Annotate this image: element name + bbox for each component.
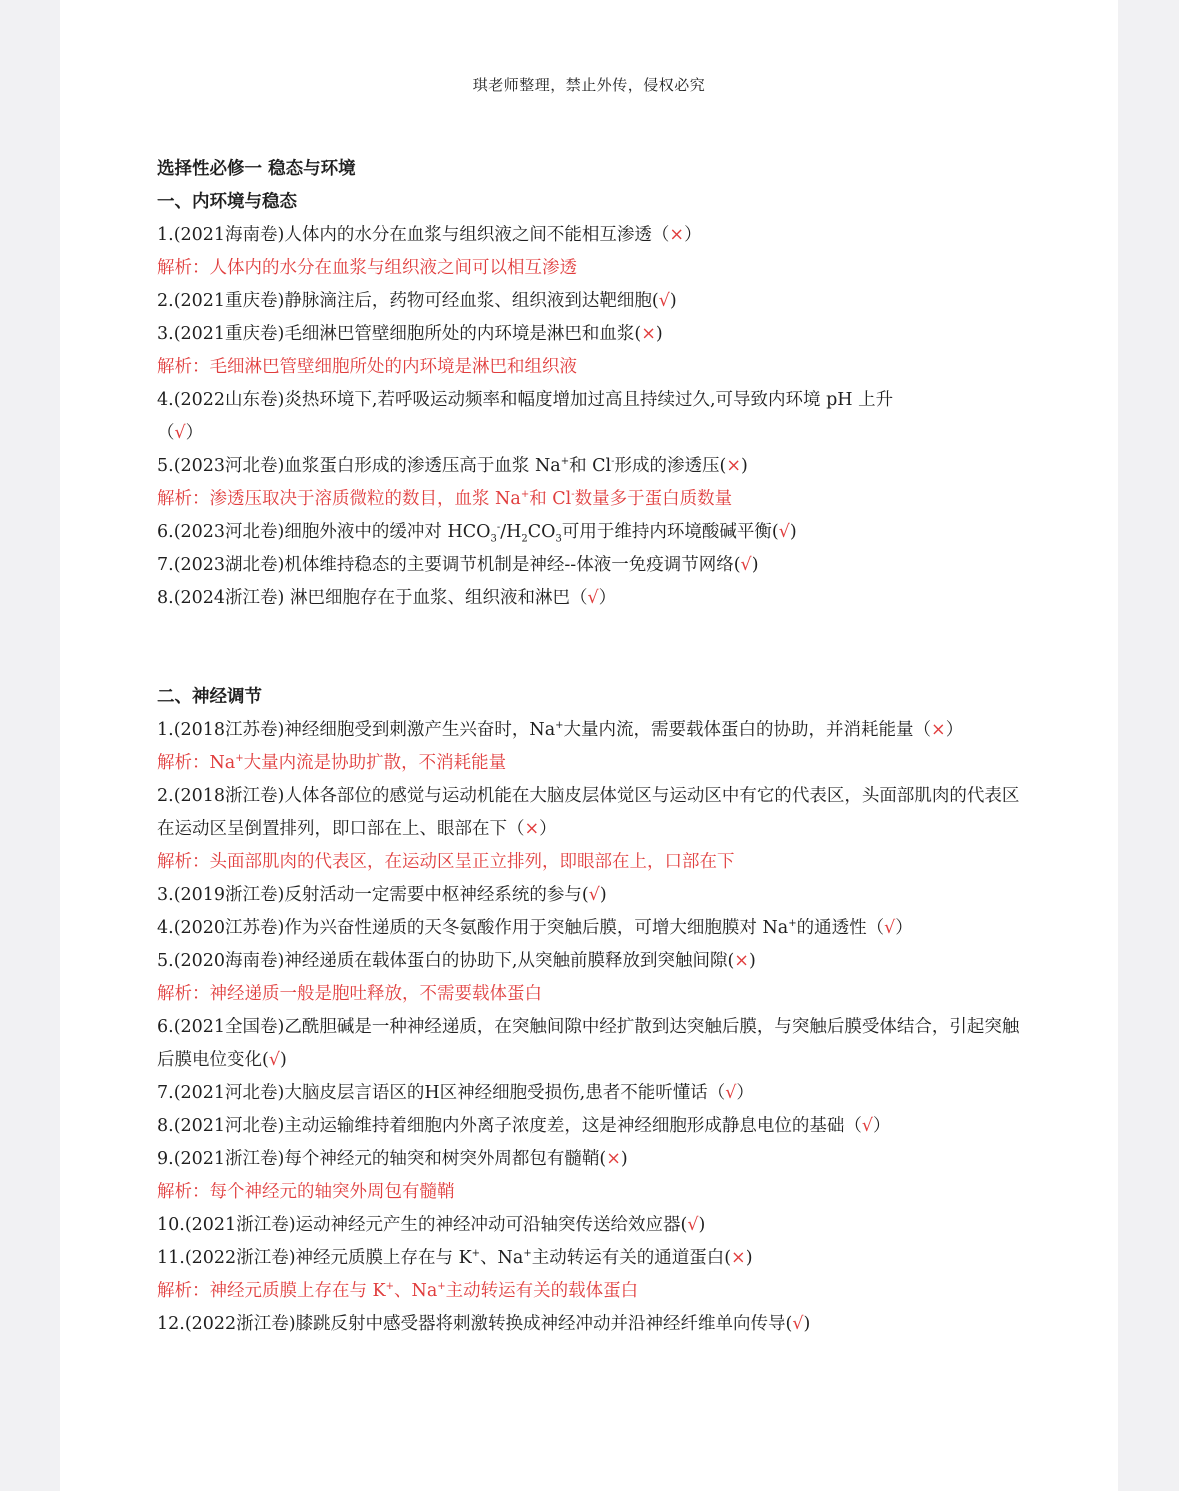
question-item: 1.(2021海南卷)人体内的水分在血浆与组织液之间不能相互渗透（×） xyxy=(157,225,702,245)
correct-mark: √ xyxy=(792,1314,804,1334)
wrong-mark: × xyxy=(931,720,946,740)
analysis-text: 解析：渗透压取决于溶质微粒的数目，血浆 Na+和 Cl-数量多于蛋白质数量 xyxy=(157,489,733,509)
wrong-mark: × xyxy=(524,819,540,839)
section-title: 一、内环境与稳态 xyxy=(157,192,297,212)
correct-mark: √ xyxy=(687,1215,699,1235)
book-title: 选择性必修一 稳态与环境 xyxy=(157,159,356,179)
analysis-text: 解析：神经元质膜上存在与 K+、Na+主动转运有关的载体蛋白 xyxy=(157,1281,639,1301)
correct-mark: √ xyxy=(587,588,599,608)
question-item: 12.(2022浙江卷)膝跳反射中感受器将刺激转换成神经冲动并沿神经纤维单向传导(√) xyxy=(157,1314,811,1334)
page-header: 琪老师整理，禁止外传，侵权必究 xyxy=(472,76,706,94)
question-item: 3.(2021重庆卷)毛细淋巴管壁细胞所处的内环境是淋巴和血浆(×) xyxy=(157,324,663,344)
wrong-mark: × xyxy=(726,456,742,476)
question-item: 8.(2024浙江卷) 淋巴细胞存在于血浆、组织液和淋巴（√） xyxy=(157,588,617,608)
question-item: 5.(2020海南卷)神经递质在载体蛋白的协助下,从突触前膜释放到突触间隙(×) xyxy=(157,951,756,971)
analysis-text: 解析：毛细淋巴管壁细胞所处的内环境是淋巴和组织液 xyxy=(157,357,577,377)
correct-mark: √ xyxy=(268,1050,280,1070)
correct-mark: √ xyxy=(740,555,752,575)
document-page xyxy=(60,0,1118,1491)
wrong-mark: × xyxy=(731,1248,746,1268)
question-item: 5.(2023河北卷)血浆蛋白形成的渗透压高于血浆 Na+和 Cl-形成的渗透压(×) xyxy=(157,456,748,476)
question-item: 9.(2021浙江卷)每个神经元的轴突和树突外周都包有髓鞘(×) xyxy=(157,1149,628,1169)
question-item: 1.(2018江苏卷)神经细胞受到刺激产生兴奋时，Na+大量内流，需要载体蛋白的协助，并消耗能量（×） xyxy=(157,720,964,740)
question-item: 6.(2021全国卷)乙酰胆碱是一种神经递质，在突触间隙中经扩散到达突触后膜，与突触后膜受体结合，引起突触后膜电位变化(√) xyxy=(157,1017,1020,1070)
question-item-continuation: （√） xyxy=(157,423,204,443)
correct-mark: √ xyxy=(778,522,790,542)
wrong-mark: × xyxy=(669,225,685,245)
analysis-text: 解析：人体内的水分在血浆与组织液之间可以相互渗透 xyxy=(157,258,577,278)
section-title: 二、神经调节 xyxy=(157,687,262,707)
question-item: 2.(2021重庆卷)静脉滴注后，药物可经血浆、组织液到达靶细胞(√) xyxy=(157,291,677,311)
correct-mark: √ xyxy=(588,885,600,905)
question-item: 7.(2021河北卷)大脑皮层言语区的H区神经细胞受损伤,患者不能听懂话（√） xyxy=(157,1083,754,1103)
analysis-text: 解析：Na+大量内流是协助扩散，不消耗能量 xyxy=(157,753,507,773)
question-item: 10.(2021浙江卷)运动神经元产生的神经冲动可沿轴突传送给效应器(√) xyxy=(157,1215,706,1235)
question-item: 6.(2023河北卷)细胞外液中的缓冲对 $HCO_3^-/H_2CO_3$可用于维持内环境酸碱平衡(√) xyxy=(157,522,797,545)
question-item: 8.(2021河北卷)主动运输维持着细胞内外离子浓度差，这是神经细胞形成静息电位的基础（√） xyxy=(157,1116,891,1136)
correct-mark: √ xyxy=(174,423,186,443)
wrong-mark: × xyxy=(734,951,749,971)
question-item: 3.(2019浙江卷)反射活动一定需要中枢神经系统的参与(√) xyxy=(157,885,607,905)
document-body xyxy=(157,153,1032,1341)
wrong-mark: × xyxy=(641,324,656,344)
wrong-mark: × xyxy=(606,1149,621,1169)
question-item: 4.(2020江苏卷)作为兴奋性递质的天冬氨酸作用于突触后膜，可增大细胞膜对 Na+的通透性（√） xyxy=(157,918,913,938)
question-item: 7.(2023湖北卷)机体维持稳态的主要调节机制是神经--体液一免疫调节网络(√) xyxy=(157,555,759,575)
correct-mark: √ xyxy=(658,291,670,311)
question-item: 11.(2022浙江卷)神经元质膜上存在与 K+、Na+主动转运有关的通道蛋白(×) xyxy=(157,1248,753,1268)
question-item: 2.(2018浙江卷)人体各部位的感觉与运动机能在大脑皮层体觉区与运动区中有它的代表区，头面部肌肉的代表区在运动区呈倒置排列，即口部在上、眼部在下（×） xyxy=(157,786,1020,839)
analysis-text: 解析：神经递质一般是胞吐释放，不需要载体蛋白 xyxy=(157,984,542,1004)
correct-mark: √ xyxy=(884,918,896,938)
correct-mark: √ xyxy=(725,1083,737,1103)
analysis-text: 解析：头面部肌肉的代表区，在运动区呈正立排列，即眼部在上，口部在下 xyxy=(157,852,735,872)
question-item: 4.(2022山东卷)炎热环境下,若呼吸运动频率和幅度增加过高且持续过久,可导致内环境 pH 上升 xyxy=(157,390,894,410)
correct-mark: √ xyxy=(861,1116,874,1136)
analysis-text: 解析：每个神经元的轴突外周包有髓鞘 xyxy=(157,1182,455,1202)
